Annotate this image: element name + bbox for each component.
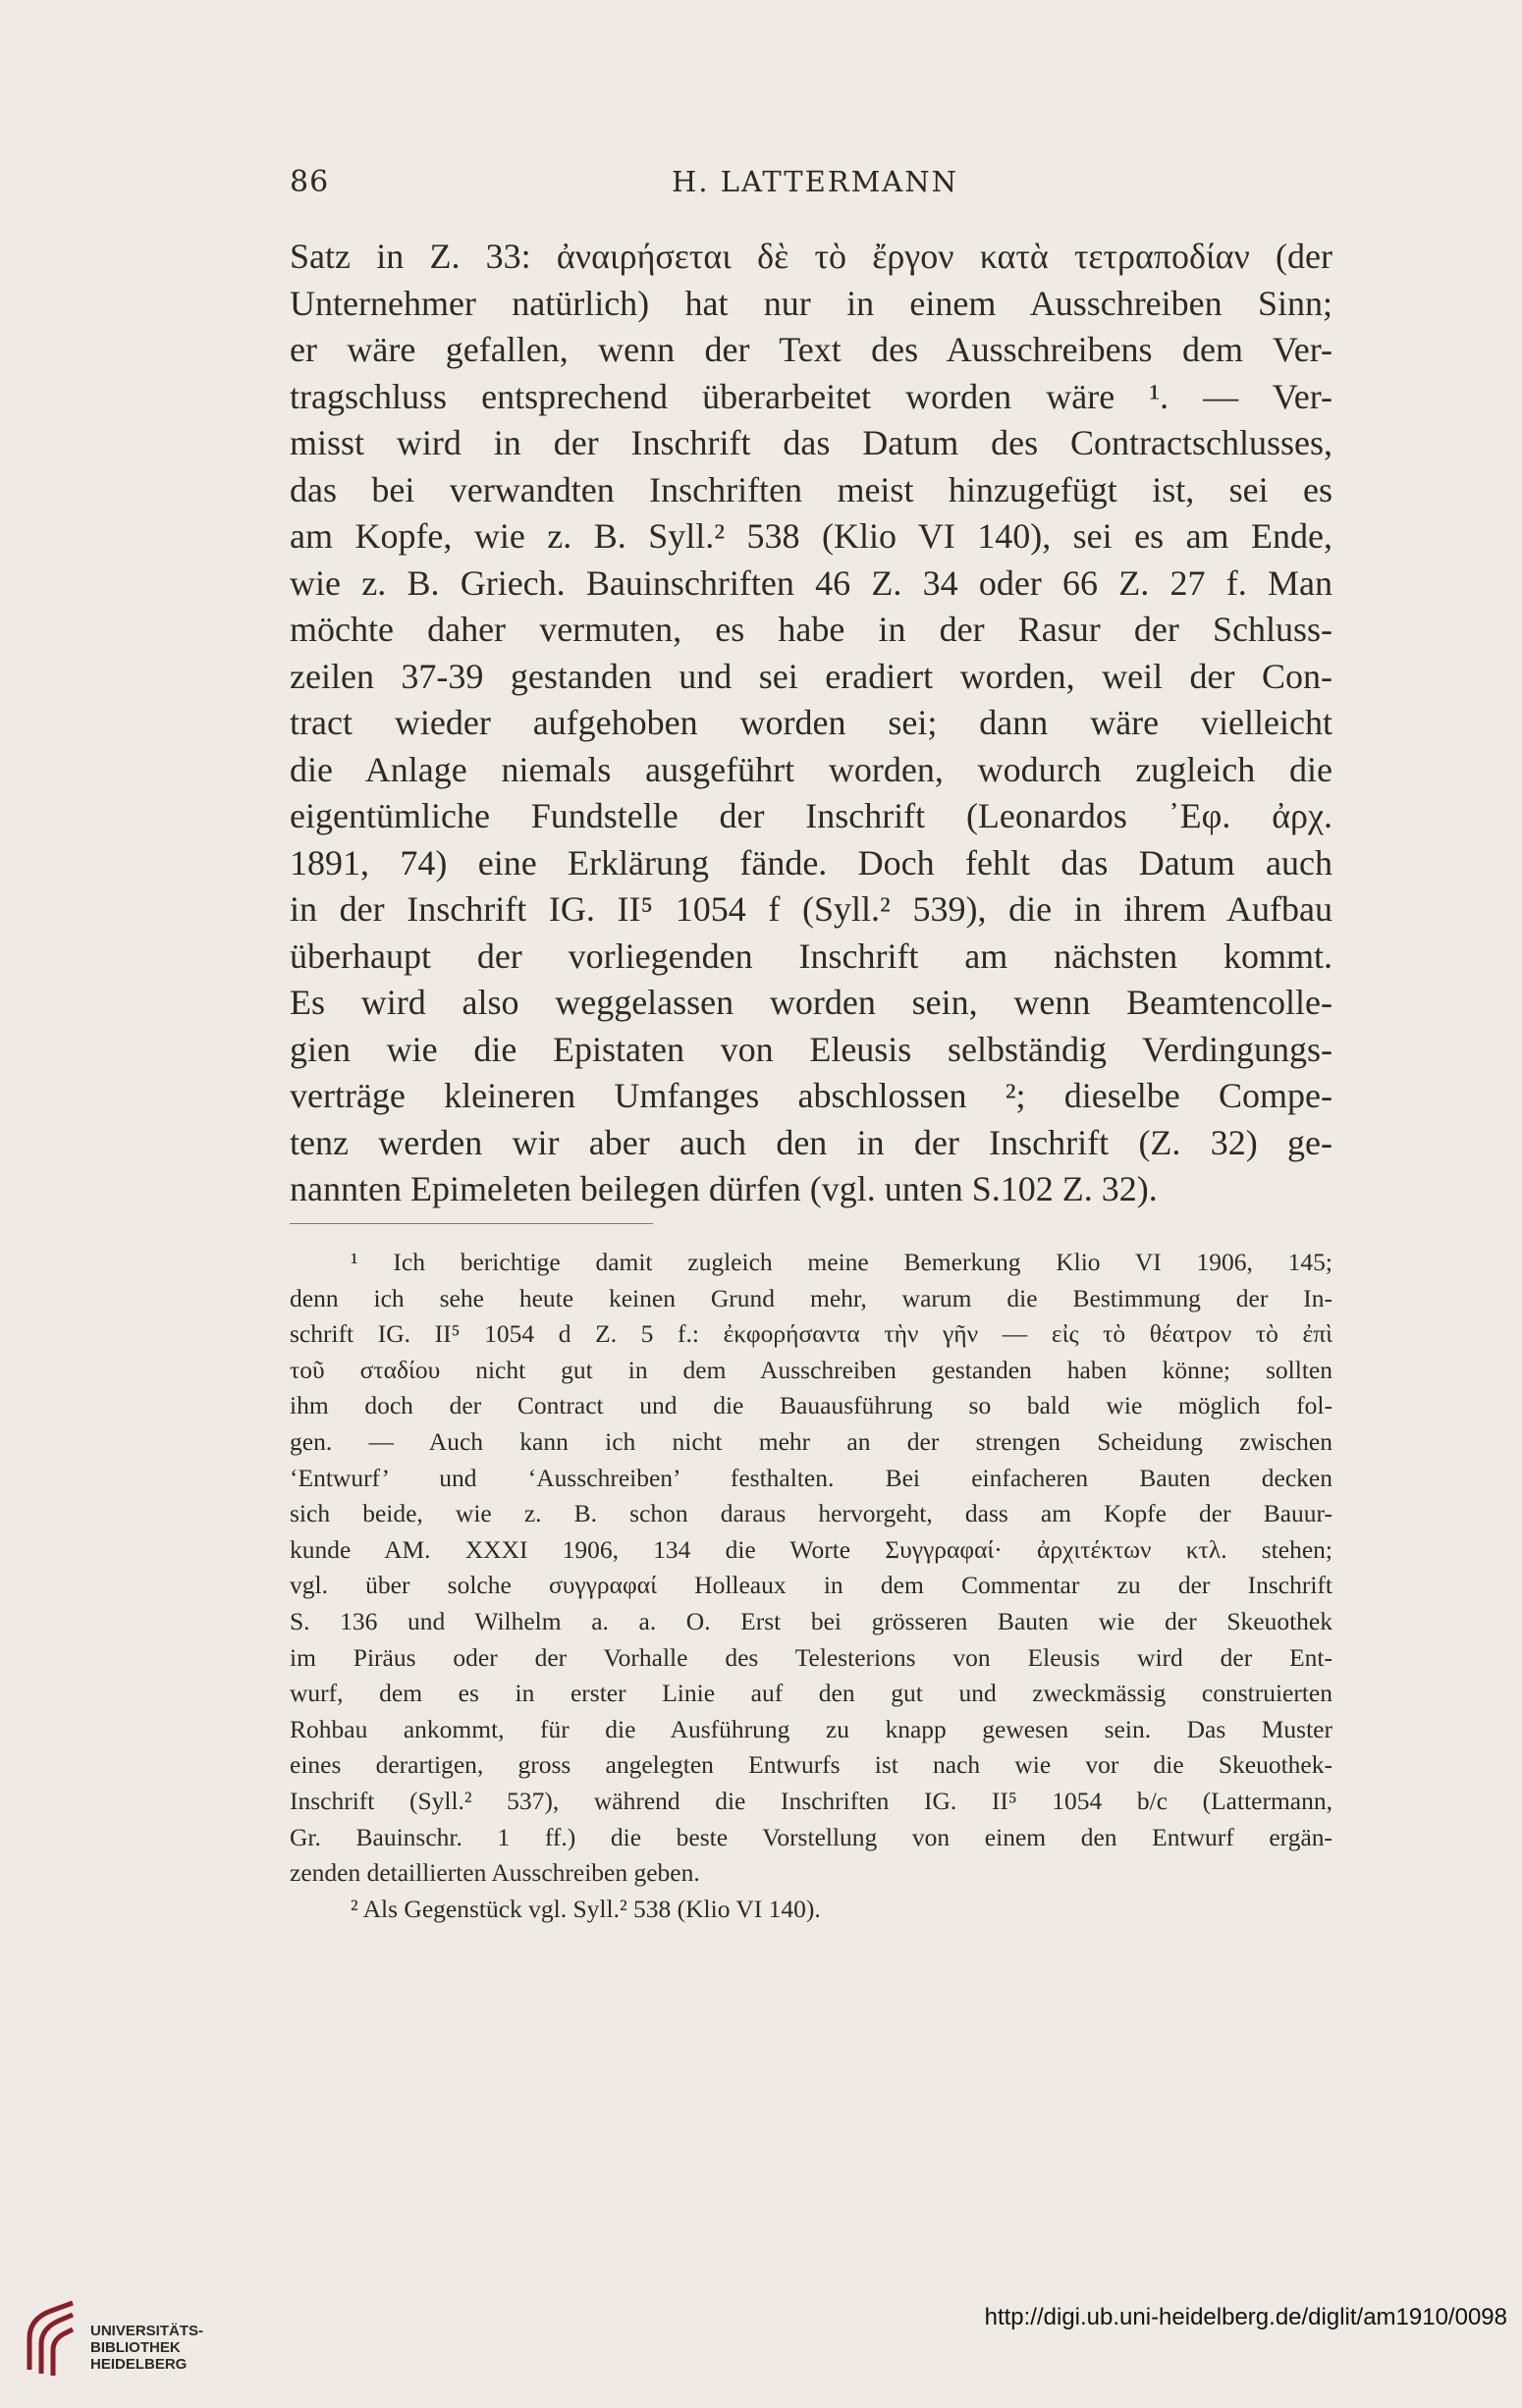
library-line: BIBLIOTHEK <box>90 2339 181 2356</box>
body-line: wie z. B. Griech. Bauinschriften 46 Z. 34 oder 66 Z. 27 f. Man <box>290 562 1332 603</box>
library-line: UNIVERSITÄTS- <box>90 2323 204 2339</box>
footnote-line: Gr. Bauinschr. 1 ff.) die beste Vorstellung von einem den Entwurf ergän- <box>290 1822 1332 1851</box>
library-line: HEIDELBERG <box>90 2356 188 2373</box>
footnote-rule <box>290 1223 653 1224</box>
body-line: die Anlage niemals ausgeführt worden, wodurch zugleich die <box>290 749 1332 789</box>
footnote-line: Inschrift (Syll.² 537), während die Inschriften IG. II⁵ 1054 b/c (Lattermann, <box>290 1786 1332 1815</box>
body-line: möchte daher vermuten, es habe in der Rasur der Schluss- <box>290 610 1332 649</box>
body-line: tenz werden wir aber auch den in der Inschrift (Z. 32) ge- <box>290 1122 1332 1162</box>
body-line: gien wie die Epistaten von Eleusis selbständig Verdingungs- <box>290 1029 1332 1069</box>
footnote-line: schrift IG. II⁵ 1054 d Z. 5 f.: ἐκφορήσαντα τὴν γῆν — εἰς τὸ θέατρον τὸ ἐπὶ <box>290 1319 1332 1349</box>
body-line: tract wieder aufgehoben worden sei; dann wäre vielleicht <box>290 703 1332 742</box>
footnote-line: gen. — Auch kann ich nicht mehr an der strengen Scheidung zwischen <box>290 1426 1332 1456</box>
body-text <box>290 234 1332 1213</box>
body-line: nannten Epimeleten beilegen dürfen (vgl. unten S.102 Z. 32). <box>290 1169 1158 1208</box>
source-url[interactable]: http://digi.ub.uni-heidelberg.de/diglit/am1910/0098 <box>984 2304 1507 2330</box>
page-header <box>290 165 1340 214</box>
body-line: verträge kleineren Umfanges abschlossen ²; dieselbe Compe- <box>290 1076 1332 1115</box>
footnotes <box>290 1245 1332 1927</box>
body-line: am Kopfe, wie z. B. Syll.² 538 (Klio VI 140), sei es am Ende, <box>290 516 1332 556</box>
footnote-line: Rohbau ankommt, für die Ausführung zu knapp gewesen sein. Das Muster <box>290 1714 1332 1743</box>
body-line: Unternehmer natürlich) hat nur in einem Ausschreiben Sinn; <box>290 283 1332 323</box>
footnote-line: wurf, dem es in erster Linie auf den gut und zweckmässig construierten <box>290 1679 1332 1708</box>
body-line: 1891, 74) eine Erklärung fände. Doch fehlt das Datum auch <box>290 842 1332 883</box>
body-line: Satz in Z. 33: ἀναιρήσεται δὲ τὸ ἔργον κατὰ τετραποδίαν (der <box>290 237 1332 276</box>
body-line: misst wird in der Inschrift das Datum des Contractschlusses, <box>290 423 1332 462</box>
body-line: eigentümliche Fundstelle der Inschrift (Leonardos ᾿Εφ. ἀρχ. <box>290 796 1332 835</box>
library-logo-icon <box>22 2299 81 2378</box>
body-line: überhaupt der vorliegenden Inschrift am nächsten kommt. <box>290 936 1332 976</box>
footnote-line: denn ich sehe heute keinen Grund mehr, warum die Bestimmung der In- <box>290 1283 1332 1312</box>
footnote-line: τοῦ σταδίου nicht gut in dem Ausschreiben gestanden haben könne; sollten <box>290 1355 1332 1384</box>
footnote-line: ² Als Gegenstück vgl. Syll.² 538 (Klio VI 140). <box>351 1894 821 1923</box>
footnote-line: eines derartigen, gross angelegten Entwurfs ist nach wie vor die Skeuothek- <box>290 1750 1332 1780</box>
footnote-line: ‘Entwurf’ und ‘Ausschreiben’ festhalten. Bei einfacheren Bauten decken <box>290 1463 1332 1492</box>
body-line: zeilen 37-39 gestanden und sei eradiert worden, weil der Con- <box>290 656 1332 696</box>
body-line: in der Inschrift IG. II⁵ 1054 f (Syll.² 539), die in ihrem Aufbau <box>290 889 1332 929</box>
library-name <box>90 2323 203 2373</box>
footnote-line: kunde AM. XXXI 1906, 134 die Worte Συγγραφαί· ἀρχιτέκτων κτλ. stehen; <box>290 1534 1332 1564</box>
footnote-line: ¹ Ich berichtige damit zugleich meine Bemerkung Klio VI 1906, 145; <box>351 1248 1332 1276</box>
page-number: 86 <box>290 165 330 199</box>
footnote-line: ihm doch der Contract und die Bauausführung so bald wie möglich fol- <box>290 1391 1332 1420</box>
body-line: das bei verwandten Inschriften meist hinzugefügt ist, sei es <box>290 469 1332 509</box>
footnote-line: zenden detaillierten Ausschreiben geben. <box>290 1858 700 1888</box>
footnote-line: sich beide, wie z. B. schon daraus hervorgeht, dass am Kopfe der Bauur- <box>290 1499 1332 1528</box>
footnote-line: S. 136 und Wilhelm a. a. O. Erst bei grösseren Bauten wie der Skeuothek <box>290 1606 1332 1635</box>
footnote-line: vgl. über solche συγγραφαί Holleaux in dem Commentar zu der Inschrift <box>290 1571 1332 1600</box>
body-line: tragschluss entsprechend überarbeitet worden wäre ¹. — Ver- <box>290 376 1332 416</box>
running-head: H. LATTERMANN <box>672 165 958 198</box>
body-line: er wäre gefallen, wenn der Text des Ausschreibens dem Ver- <box>290 330 1332 369</box>
footnote-line: im Piräus oder der Vorhalle des Telesterions von Eleusis wird der Ent- <box>290 1642 1332 1672</box>
body-line: Es wird also weggelassen worden sein, wenn Beamtencolle- <box>290 983 1332 1022</box>
